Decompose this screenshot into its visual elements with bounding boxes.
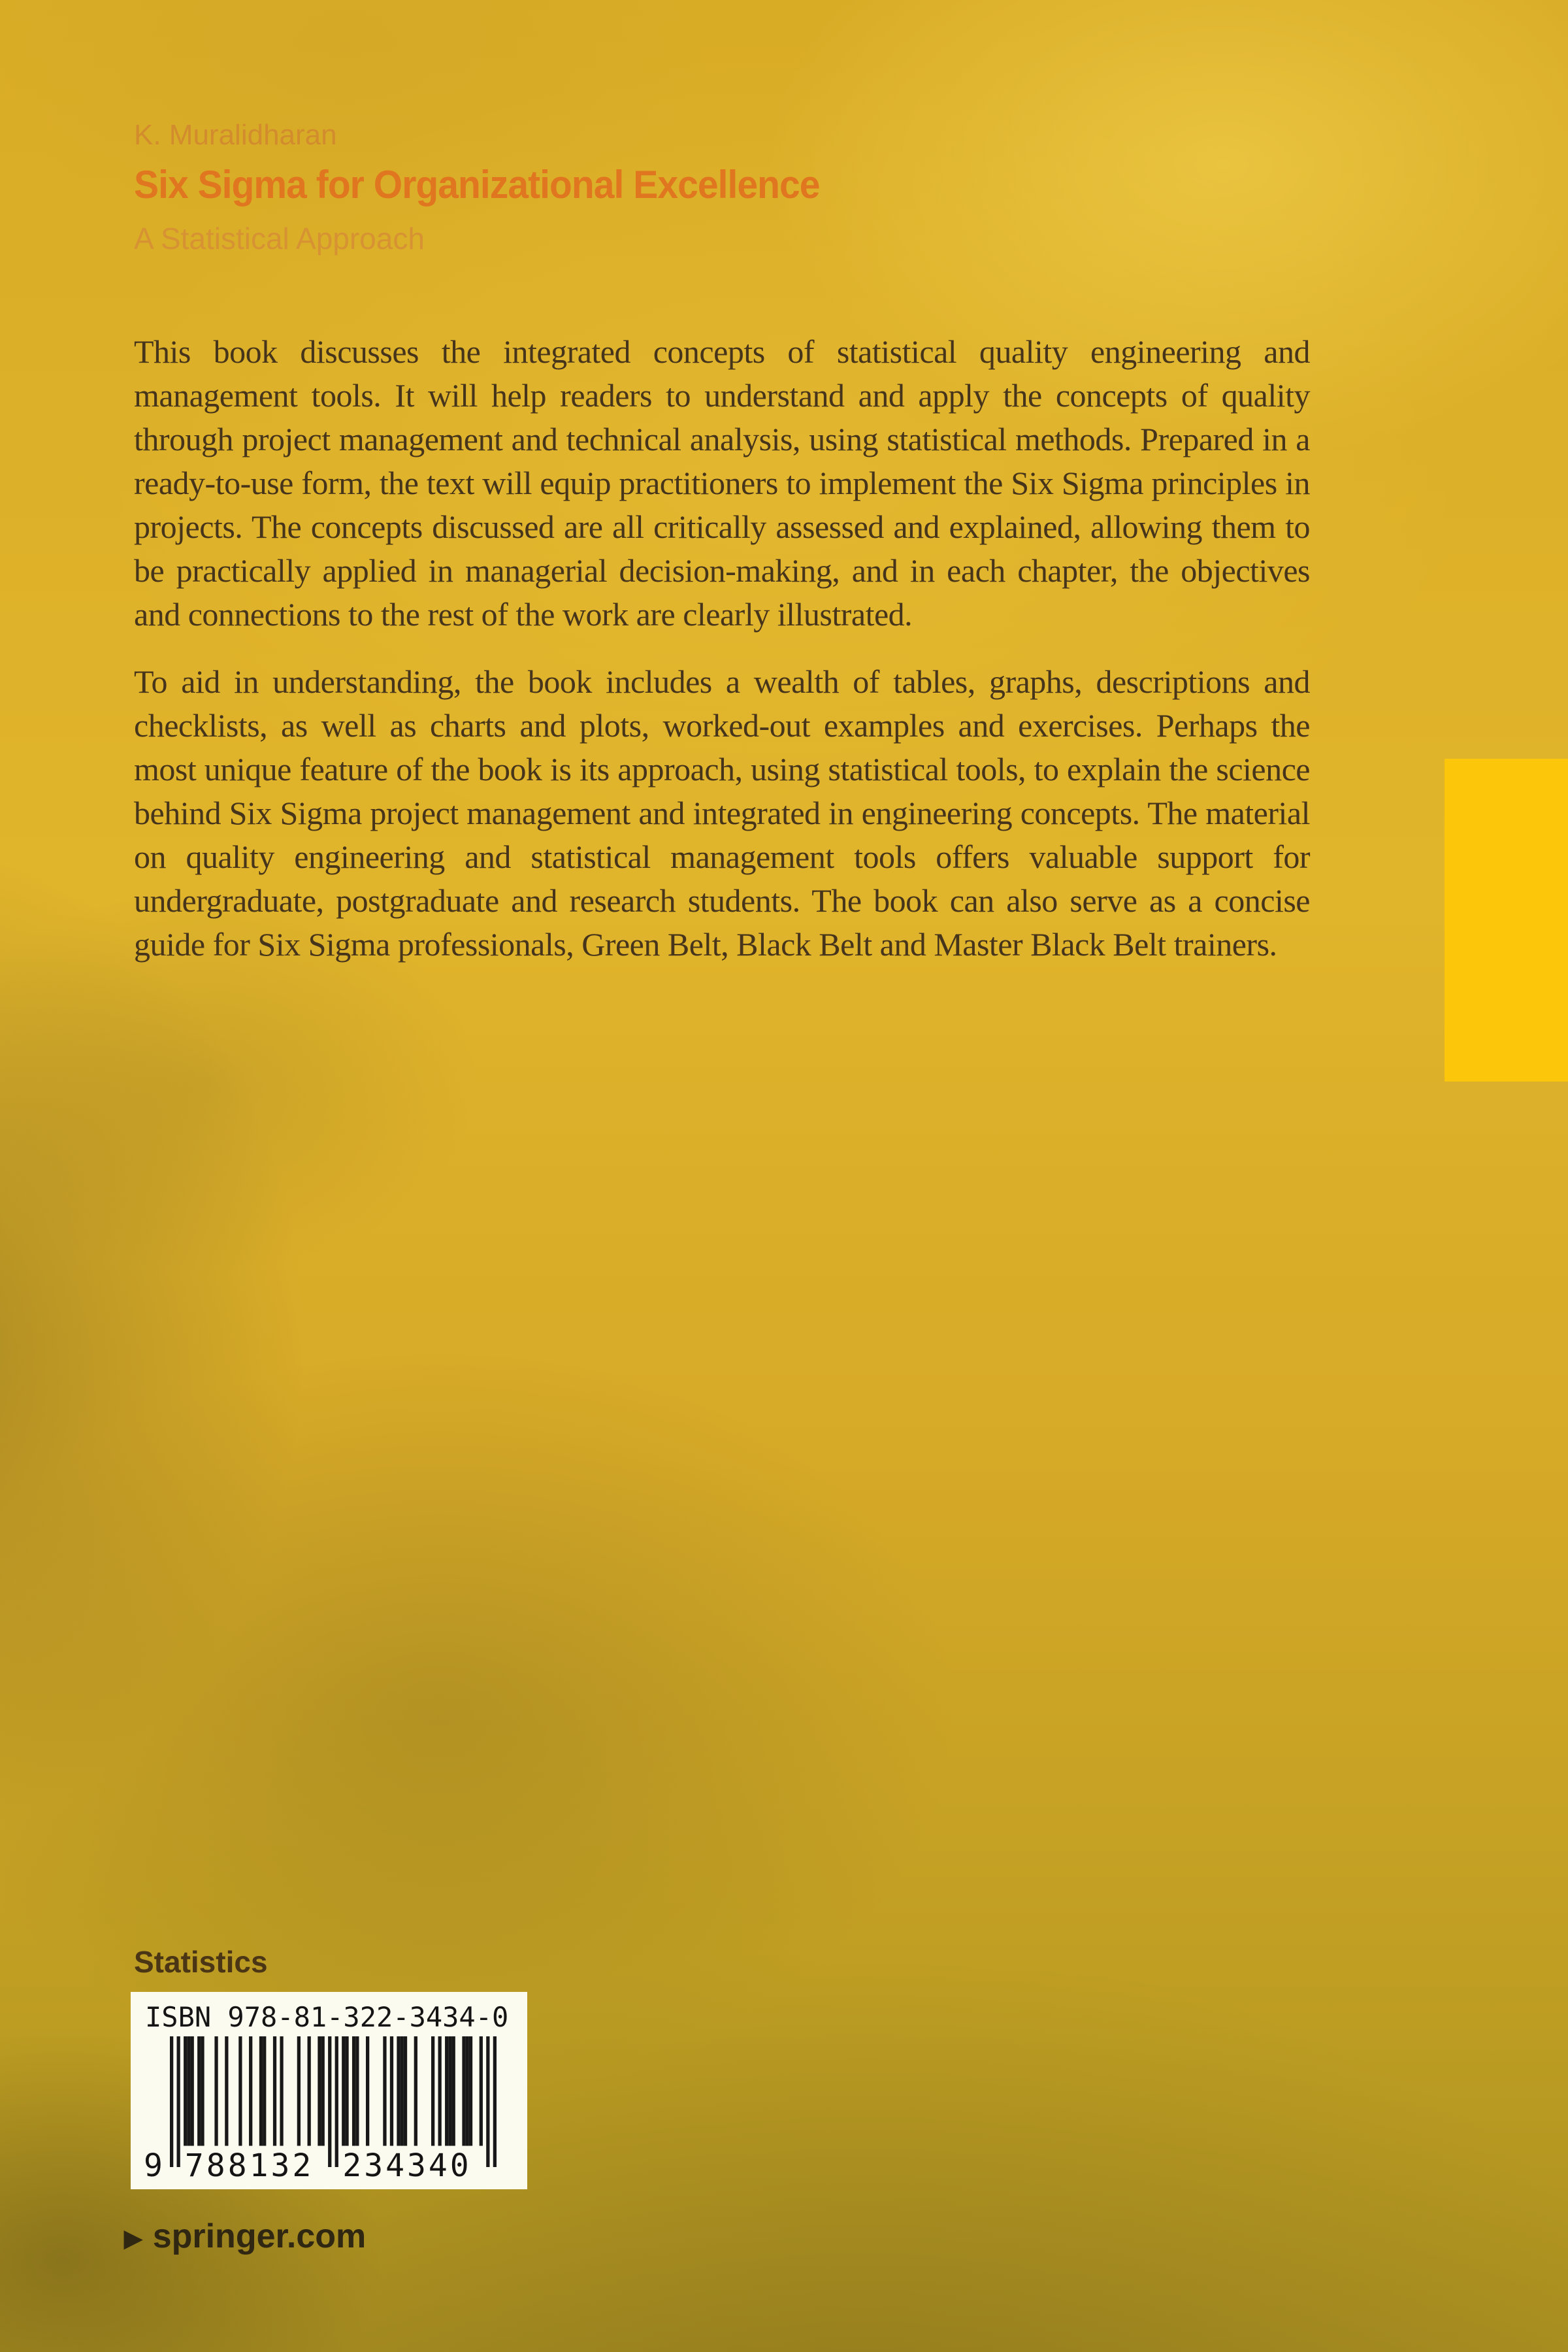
back-cover-blurb — [134, 330, 1310, 990]
blurb-paragraph-2: To aid in understanding, the book includes a wealth of tables, graphs, descriptions and checklists, as well as charts and plots, worked-out examples and exercises. Perhaps the most unique feature of the book is its approach, using statistical tools, to explain the science behind Six Sigma project management and integrated in engineering concepts. The material on quality engineering and statistical management tools offers valuable support for undergraduate, postgraduate and research students. The book can also serve as a concise guide for Six Sigma professionals, Green Belt, Black Belt and Master Black Belt trainers. — [134, 663, 1310, 963]
book-title: Six Sigma for Organizational Excellence — [134, 163, 820, 207]
barcode-digit-lead: 9 — [144, 2147, 163, 2184]
book-subtitle: A Statistical Approach — [134, 222, 425, 256]
isbn-number: ISBN 978-81-322-3434-0 — [145, 2001, 509, 2033]
barcode-digits-left-group: 788132 — [184, 2147, 314, 2184]
yellow-corner-tab — [1445, 759, 1568, 1082]
arrow-right-icon: ▶ — [124, 2225, 142, 2251]
barcode-digits-right-group: 234340 — [342, 2147, 472, 2184]
category-label: Statistics — [134, 1945, 268, 1979]
barcode-digits — [144, 2147, 472, 2184]
blurb-paragraph-1: This book discusses the integrated concepts of statistical quality engineering and management tools. It will help readers to understand and apply the concepts of quality through project management and technical analysis, using statistical methods. Prepared in a ready-to-use form, the text will equip practitioners to implement the Six Sigma principles in projects. The concepts discussed are all critically assessed and explained, allowing them to be practically applied in managerial decision-making, and in each chapter, the objectives and connections to the rest of the work are clearly illustrated. — [134, 333, 1310, 633]
author-name: K. Muralidharan — [134, 119, 337, 151]
springer-website — [124, 2217, 366, 2256]
isbn-barcode-panel — [131, 1992, 527, 2189]
springer-url: springer.com — [152, 2217, 367, 2255]
